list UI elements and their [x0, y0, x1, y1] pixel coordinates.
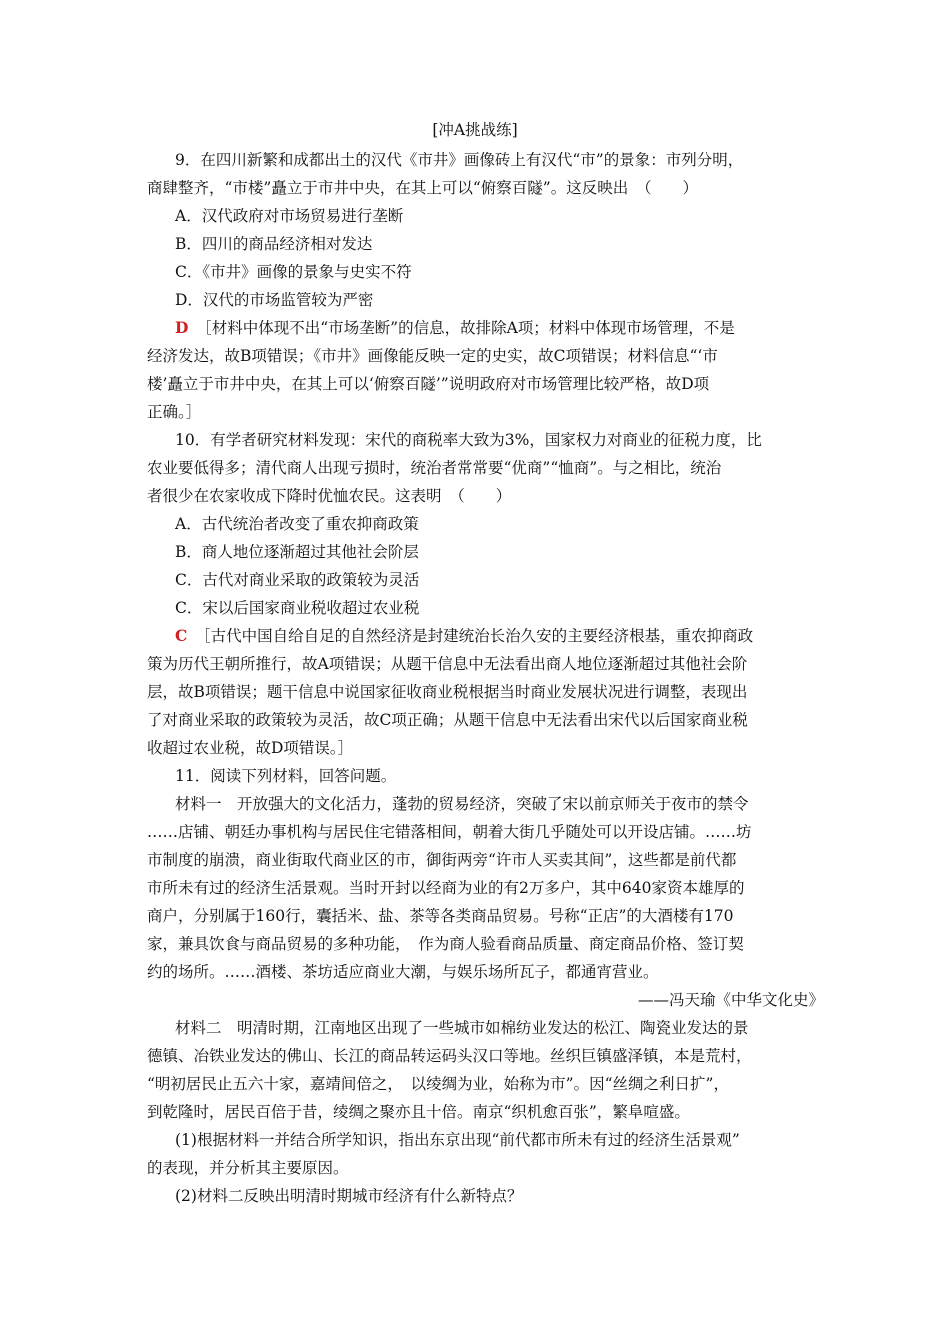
- q9-analysis-text: ［材料中体现不出“市场垄断”的信息，故排除A项；材料中体现市场管理，不是: [203, 319, 735, 337]
- q9-option-d: D．汉代的市场监管较为严密: [175, 291, 374, 309]
- q11-material1-line-6: 家，兼具饮食与商品贸易的多种功能， 作为商人验看商品质量、商定商品价格、签订契: [147, 935, 744, 953]
- q9-option-b: B．四川的商品经济相对发达: [175, 235, 373, 253]
- q11-sub1-line-1: (1)根据材料一并结合所学知识，指出东京出现“前代都市所未有过的经济生活景观”: [175, 1131, 740, 1149]
- q9-analysis-line-2: 经济发达，故B项错误；《市井》画像能反映一定的史实，故C项错误；材料信息“‘市: [147, 347, 718, 365]
- q10-answer: C: [175, 626, 188, 645]
- q10-analysis-line-3: 层，故B项错误；题干信息中说国家征收商业税根据当时商业发展状况进行调整，表现出: [147, 683, 748, 701]
- q11-material2-line-1: 材料二 明清时期，江南地区出现了一些城市如棉纺业发达的松江、陶瓷业发达的景: [175, 1019, 749, 1037]
- q10-stem-line-3: 者很少在农家收成下降时优恤农民。这表明 （ ）: [147, 487, 512, 505]
- q11-sub2: (2)材料二反映出明清时期城市经济有什么新特点？: [175, 1187, 523, 1205]
- q11-material1-line-4: 市所未有过的经济生活景观。当时开封以经商为业的有2万多户，其中640家资本雄厚的: [147, 879, 745, 897]
- q11-material1-line-1: 材料一 开放强大的文化活力，蓬勃的贸易经济，突破了宋以前京师关于夜市的禁令: [175, 795, 749, 813]
- q11-stem: 11．阅读下列材料，回答问题。: [175, 767, 397, 785]
- q11-material1-line-5: 商户，分别属于160行，囊括米、盐、茶等各类商品贸易。号称“正店”的大酒楼有170: [147, 907, 734, 925]
- q10-stem-line-2: 农业要低得多；清代商人出现亏损时，统治者常常要“优商”“恤商”。与之相比，统治: [147, 459, 722, 477]
- section-title: [冲A挑战练]: [432, 121, 518, 139]
- q11-material1-line-7: 约的场所。……酒楼、茶坊适应商业大潮，与娱乐场所瓦子，都通宵营业。: [147, 963, 659, 981]
- q11-material2-line-3: “明初居民止五六十家，嘉靖间倍之， 以绫绸为业，始称为市”。因“丝绸之利日扩”，: [147, 1075, 729, 1093]
- q11-material1-line-3: 市制度的崩溃，商业街取代商业区的市，御街两旁“许市人买卖其间”，这些都是前代都: [147, 851, 737, 869]
- q9-stem-line-2: 商肆整齐，“市楼”矗立于市井中央，在其上可以“俯察百隧”。这反映出 （ ）: [147, 179, 698, 197]
- q9-option-a: A．汉代政府对市场贸易进行垄断: [175, 207, 404, 225]
- q10-analysis-line-1: [175, 626, 753, 646]
- q9-answer: D: [175, 318, 189, 337]
- q10-option-c: C．古代对商业采取的政策较为灵活: [175, 571, 420, 589]
- q9-analysis-line-1: [175, 318, 735, 338]
- q10-analysis-text: ［古代中国自给自足的自然经济是封建统治长治久安的主要经济根基，重农抑商政: [202, 627, 754, 645]
- q10-option-a: A．古代统治者改变了重农抑商政策: [175, 515, 419, 533]
- q10-option-d: C．宋以后国家商业税收超过农业税: [175, 599, 420, 617]
- q10-stem-line-1: 10．有学者研究材料发现：宋代的商税率大致为3%，国家权力对商业的征税力度，比: [175, 431, 762, 449]
- q9-option-c: C．《市井》画像的景象与史实不符: [175, 263, 412, 281]
- q11-material2-line-4: 到乾隆时，居民百倍于昔，绫绸之聚亦且十倍。南京“织机愈百张”，繁阜喧盛。: [147, 1103, 690, 1121]
- q11-material1-line-2: ……店铺、朝廷办事机构与居民住宅错落相间，朝着大街几乎随处可以开设店铺。……坊: [147, 823, 752, 841]
- q11-material1-source: ——冯天瑜《中华文化史》: [637, 991, 824, 1009]
- q9-stem-line-1: 9．在四川新繁和成都出土的汉代《市井》画像砖上有汉代“市”的景象：市列分明，: [175, 151, 744, 169]
- q10-analysis-line-5: 收超过农业税，故D项错误。］: [147, 739, 354, 757]
- q10-analysis-line-4: 了对商业采取的政策较为灵活，故C项正确；从题干信息中无法看出宋代以后国家商业税: [147, 711, 748, 729]
- q11-sub1-line-2: 的表现，并分析其主要原因。: [147, 1159, 349, 1177]
- q11-material2-line-2: 德镇、冶铁业发达的佛山、长江的商品转运码头汉口等地。丝织巨镇盛泽镇，本是荒村，: [147, 1047, 752, 1065]
- q10-analysis-line-2: 策为历代王朝所推行，故A项错误；从题干信息中无法看出商人地位逐渐超过其他社会阶: [147, 655, 748, 673]
- q9-analysis-line-4: 正确。］: [147, 403, 202, 421]
- q9-analysis-line-3: 楼’矗立于市井中央，在其上可以‘俯察百隧’”说明政府对市场管理比较严格，故D项: [147, 375, 710, 393]
- q10-option-b: B．商人地位逐渐超过其他社会阶层: [175, 543, 419, 561]
